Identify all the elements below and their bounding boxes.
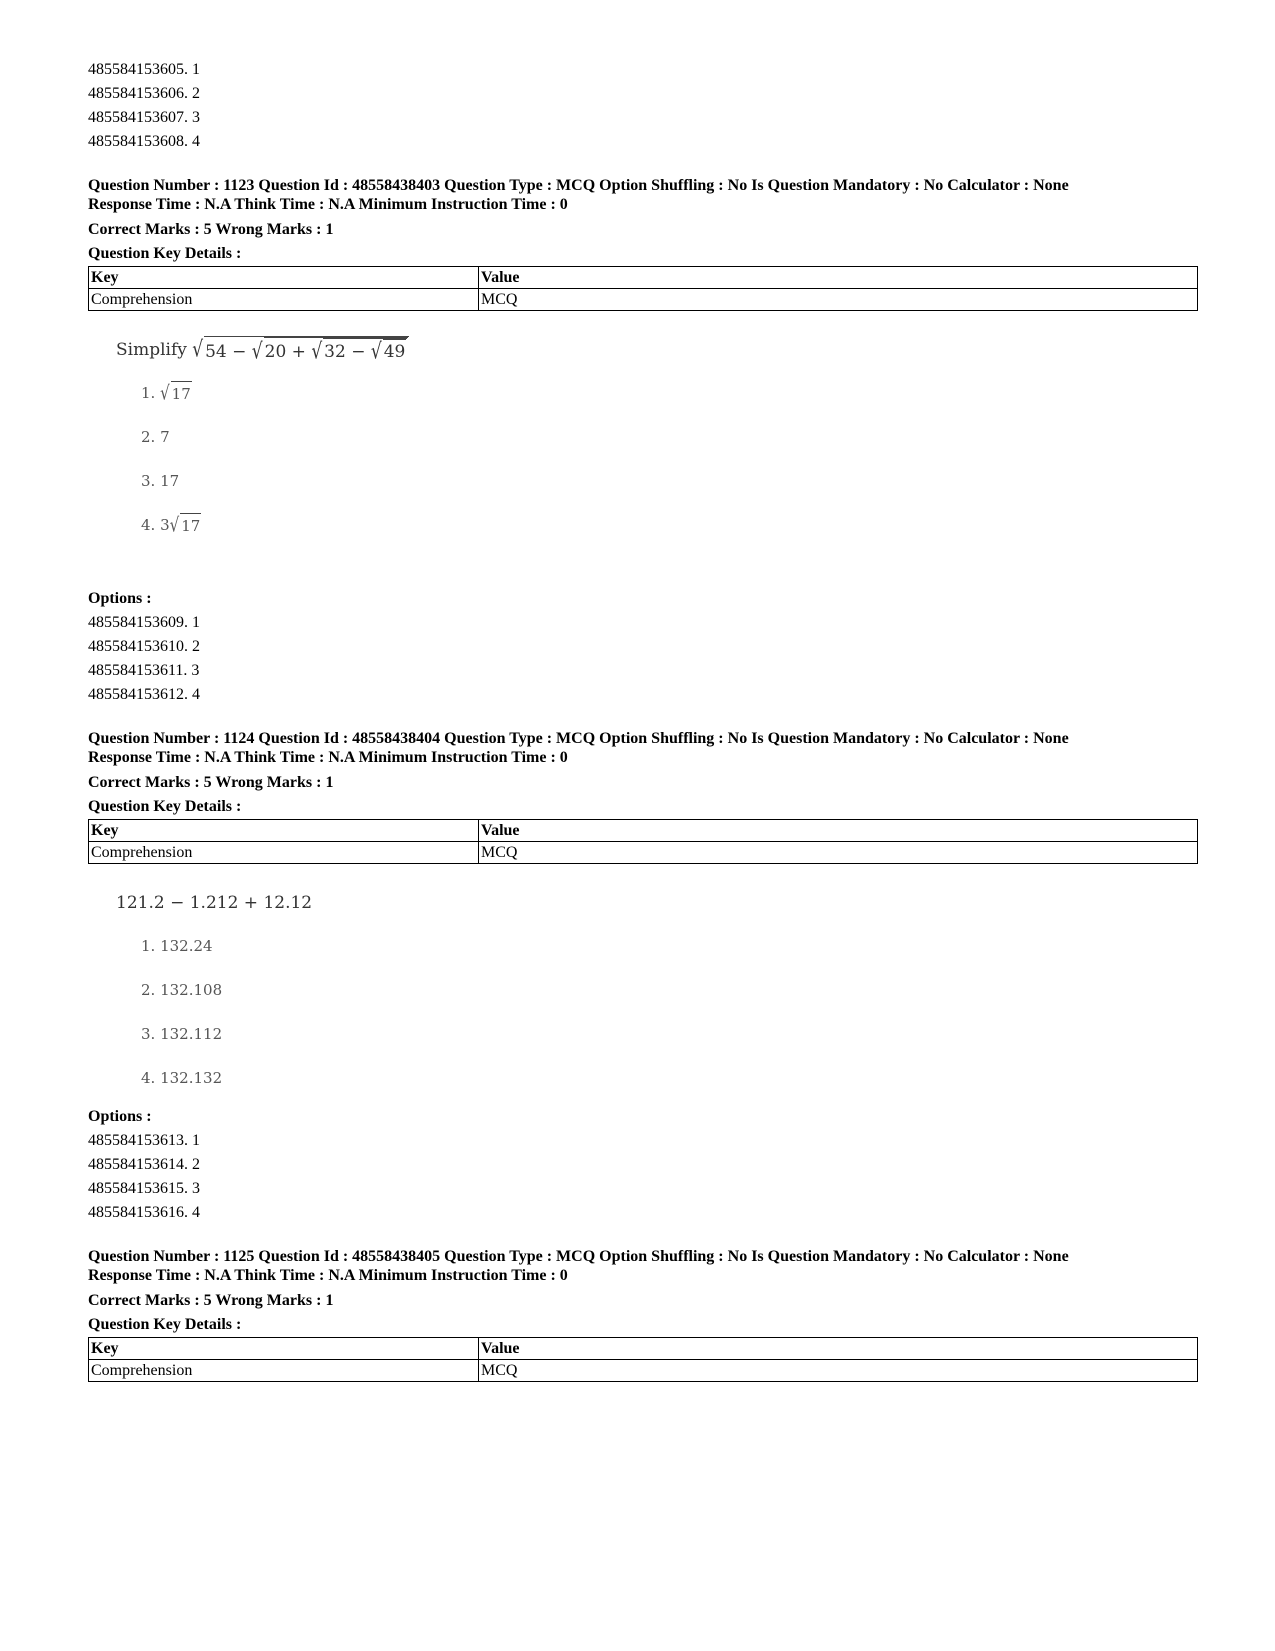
table-header-value: Value <box>479 267 1198 289</box>
prompt-label: Simplify <box>116 340 187 360</box>
option-item: 485584153616. 4 <box>88 1204 200 1221</box>
question-block-1125 <box>88 1247 1198 1382</box>
options-list <box>88 1129 1198 1225</box>
table-header-row <box>89 820 1198 842</box>
figure-option-1: 1. 132.24 <box>141 937 213 955</box>
figure-option-1: 1. √ 17 <box>141 381 191 405</box>
option-item: 485584153614. 2 <box>88 1156 200 1173</box>
question-block-1123 <box>88 176 1198 707</box>
question-prompt: Simplify √ 54 − √ 20 + √ 32 − √ 49 <box>116 329 1198 371</box>
key-details-label: Question Key Details : <box>88 798 242 815</box>
table-header-key: Key <box>89 267 479 289</box>
question-header <box>88 1247 1198 1285</box>
option-item: 485584153609. 1 <box>88 614 200 631</box>
key-details-table <box>88 1337 1198 1382</box>
options-label: Options : <box>88 1108 152 1125</box>
key-details-label: Question Key Details : <box>88 1316 242 1333</box>
table-header-key: Key <box>89 1338 479 1360</box>
question-header <box>88 729 1198 767</box>
table-header-value: Value <box>479 1338 1198 1360</box>
marks-line: Correct Marks : 5 Wrong Marks : 1 <box>88 1292 334 1309</box>
table-row <box>89 842 1198 864</box>
table-cell-value: MCQ <box>479 842 1198 864</box>
question-header-line1: Question Number : 1124 Question Id : 48558438404 Question Type : MCQ Option Shuffling : No Is Question Mandatory : No Calculator : None <box>88 730 1069 747</box>
option-item: 485584153615. 3 <box>88 1180 200 1197</box>
table-cell-key: Comprehension <box>89 1360 479 1382</box>
question-header <box>88 176 1198 214</box>
option-item: 485584153607. 3 <box>88 109 200 126</box>
figure-option-2: 2. 7 <box>141 428 170 446</box>
question-figure <box>116 329 1198 579</box>
table-header-row <box>89 267 1198 289</box>
top-options-list <box>88 58 1198 154</box>
table-header-value: Value <box>479 820 1198 842</box>
option-item: 485584153610. 2 <box>88 638 200 655</box>
figure-option-3: 3. 17 <box>141 472 180 490</box>
question-header-line2: Response Time : N.A Think Time : N.A Minimum Instruction Time : 0 <box>88 196 568 213</box>
marks-line: Correct Marks : 5 Wrong Marks : 1 <box>88 221 334 238</box>
question-header-line2: Response Time : N.A Think Time : N.A Minimum Instruction Time : 0 <box>88 1267 568 1284</box>
table-header-row <box>89 1338 1198 1360</box>
marks-line: Correct Marks : 5 Wrong Marks : 1 <box>88 774 334 791</box>
table-row <box>89 289 1198 311</box>
key-details-label: Question Key Details : <box>88 245 242 262</box>
option-item: 485584153611. 3 <box>88 662 200 679</box>
question-block-1124 <box>88 729 1198 1225</box>
key-details-table <box>88 266 1198 311</box>
question-header-line2: Response Time : N.A Think Time : N.A Minimum Instruction Time : 0 <box>88 749 568 766</box>
table-cell-value: MCQ <box>479 1360 1198 1382</box>
option-item: 485584153606. 2 <box>88 85 200 102</box>
table-cell-value: MCQ <box>479 289 1198 311</box>
table-header-key: Key <box>89 820 479 842</box>
question-header-line1: Question Number : 1125 Question Id : 48558438405 Question Type : MCQ Option Shuffling : No Is Question Mandatory : No Calculator : None <box>88 1248 1069 1265</box>
option-item: 485584153613. 1 <box>88 1132 200 1149</box>
option-item: 485584153608. 4 <box>88 133 200 150</box>
question-prompt: 121.2 − 1.212 + 12.12 <box>116 893 313 913</box>
figure-option-2: 2. 132.108 <box>141 981 223 999</box>
table-cell-key: Comprehension <box>89 289 479 311</box>
figure-option-4: 4. 3 √ 17 <box>141 513 201 537</box>
table-row <box>89 1360 1198 1382</box>
figure-option-4: 4. 132.132 <box>141 1069 223 1087</box>
document-page <box>88 58 1198 1382</box>
key-details-table <box>88 819 1198 864</box>
question-figure <box>116 882 1198 1097</box>
option-item: 485584153605. 1 <box>88 61 200 78</box>
table-cell-key: Comprehension <box>89 842 479 864</box>
options-label: Options : <box>88 590 152 607</box>
options-list <box>88 611 1198 707</box>
question-header-line1: Question Number : 1123 Question Id : 48558438403 Question Type : MCQ Option Shuffling : No Is Question Mandatory : No Calculator : None <box>88 177 1069 194</box>
option-item: 485584153612. 4 <box>88 686 200 703</box>
figure-option-3: 3. 132.112 <box>141 1025 223 1043</box>
